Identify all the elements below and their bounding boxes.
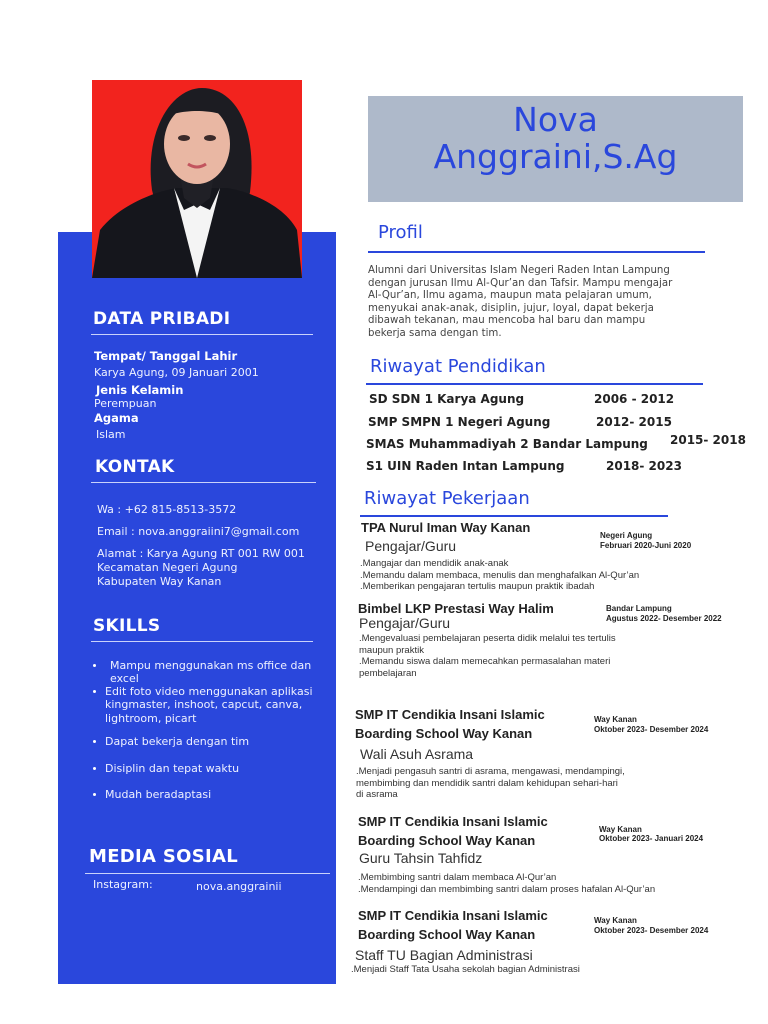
kontak-divider [91, 482, 316, 483]
skills-title: SKILLS [93, 616, 161, 636]
job-4-period: Oktober 2023- Januari 2024 [599, 834, 704, 843]
name-last: Anggraini,S.Ag [433, 137, 678, 176]
job-5-desc [351, 964, 580, 976]
job-2-place: Bimbel LKP Prestasi Way Halim [358, 601, 554, 616]
job-4-place-1: SMP IT Cendikia Insani Islamic [358, 814, 548, 829]
kontak-alamat-2: Kecamatan Negeri Agung [97, 561, 238, 574]
skill-item-2-cont2: lightroom, picart [105, 712, 197, 725]
profil-line: Alumni dari Universitas Islam Negeri Raden Intan Lampung [368, 265, 670, 276]
jk-label: Jenis Kelamin [96, 383, 184, 397]
job-1-place: TPA Nurul Iman Way Kanan [361, 520, 531, 535]
instagram-value: nova.anggrainii [196, 880, 282, 893]
sidebar [58, 232, 336, 984]
bullet-icon [93, 767, 96, 770]
kontak-title: KONTAK [95, 457, 175, 477]
kontak-wa: Wa : +62 815-8513-3572 [97, 503, 237, 516]
agama-label: Agama [94, 411, 139, 425]
job-desc-line: .Memandu dalam membaca, menulis dan menghafalkan Al-Qur’an [360, 569, 640, 581]
job-3-period: Oktober 2023- Desember 2024 [594, 725, 709, 734]
media-sosial-divider [85, 873, 330, 874]
bullet-icon [93, 690, 96, 693]
skill-item-2: Edit foto video menggunakan aplikasi [105, 685, 313, 698]
skill-item-4: Disiplin dan tepat waktu [105, 762, 240, 775]
job-desc-line: .Memandu siswa dalam memecahkan permasalahan materi [359, 656, 611, 667]
pendidikan-title: Riwayat Pendidikan [370, 356, 546, 377]
job-desc-line: .Membimbing santri dalam membaca Al-Qur’an [358, 872, 557, 883]
media-sosial-title: MEDIA SOSIAL [89, 846, 238, 867]
profil-divider [368, 251, 705, 253]
job-3-desc [356, 766, 625, 801]
profil-line: dengan jurusan Ilmu Al-Qur’an dan Tafsir. Mampu mengajar [368, 277, 673, 289]
edu-school-3: SMAS Muhammadiyah 2 Bandar Lampung [366, 437, 648, 451]
data-pribadi-title: DATA PRIBADI [93, 309, 231, 329]
job-3-role: Wali Asuh Asrama [360, 746, 474, 762]
edu-years-1: 2006 - 2012 [594, 392, 675, 406]
job-desc-line: .Mengevaluasi pembelajaran peserta didik melalui tes tertulis [359, 633, 616, 644]
job-desc-line: pembelajaran [359, 667, 417, 679]
job-2-role: Pengajar/Guru [359, 615, 451, 631]
pekerjaan-divider [360, 515, 668, 517]
ttl-value: Karya Agung, 09 Januari 2001 [94, 366, 259, 379]
profil-text [368, 265, 703, 341]
person-portrait [92, 80, 302, 278]
job-4-place-2: Boarding School Way Kanan [358, 833, 536, 848]
skill-item-5: Mudah beradaptasi [105, 788, 212, 801]
profil-line: dibawah tekanan, mau mencoba hal baru dan mampu [368, 315, 646, 327]
edu-years-3: 2015- 2018 [670, 433, 746, 447]
job-2-period: Agustus 2022- Desember 2022 [606, 614, 722, 623]
job-desc-line: .Mendampingi dan membimbing santri dalam proses hafalan Al-Qur’an [358, 883, 656, 895]
profil-line: menyukai anak-anak, disiplin, jujur, loyal, dapat bekerja [368, 302, 654, 314]
skill-item-1: Mampu menggunakan ms office dan [110, 659, 312, 672]
pendidikan-divider [366, 383, 703, 385]
kontak-alamat-1: Alamat : Karya Agung RT 001 RW 001 [97, 547, 305, 560]
edu-school-4: S1 UIN Raden Intan Lampung [366, 459, 565, 473]
job-3-location: Way Kanan [594, 715, 637, 724]
edu-years-2: 2012- 2015 [596, 415, 672, 429]
data-pribadi-divider [91, 334, 313, 335]
skill-item-1-cont: excel [110, 672, 139, 685]
job-5-location: Way Kanan [594, 916, 637, 925]
ttl-label: Tempat/ Tanggal Lahir [94, 349, 238, 363]
job-desc-line: .Memberikan pengajaran tertulis maupun praktik ibadah [360, 581, 595, 592]
job-4-desc [358, 872, 655, 895]
instagram-label: Instagram: [93, 878, 153, 891]
job-1-location: Negeri Agung [600, 531, 653, 540]
kontak-email: Email : nova.anggraiini7@gmail.com [97, 525, 300, 538]
job-desc-line: maupun praktik [359, 644, 424, 656]
kontak-alamat-3: Kabupaten Way Kanan [97, 575, 222, 588]
profil-title: Profil [378, 222, 423, 243]
job-4-location: Way Kanan [599, 825, 642, 834]
name-box [368, 96, 743, 202]
job-5-place-2: Boarding School Way Kanan [358, 927, 536, 942]
profil-line: bekerja sama dengan tim. [368, 327, 502, 339]
job-4-role: Guru Tahsin Tahfidz [359, 850, 483, 866]
job-5-role: Staff TU Bagian Administrasi [355, 947, 533, 963]
job-1-period: Februari 2020-Juni 2020 [600, 541, 692, 550]
job-5-place-1: SMP IT Cendikia Insani Islamic [358, 908, 548, 923]
jk-value: Perempuan [94, 397, 157, 410]
profile-photo [92, 80, 302, 278]
skills-divider [91, 641, 313, 642]
edu-school-2: SMP SMPN 1 Negeri Agung [368, 415, 551, 429]
job-desc-line: membimbing dan mendidik santri dalam kehidupan sehari-hari [356, 777, 618, 789]
job-1-desc [360, 558, 639, 593]
job-desc-line: .Menjadi Staff Tata Usaha sekolah bagian Administrasi [351, 964, 580, 975]
profil-line: Al-Qur’an, Ilmu agama, maupun mata pelajaran umum, [368, 290, 652, 302]
name-first: Nova [513, 100, 598, 139]
job-3-place-1: SMP IT Cendikia Insani Islamic [355, 707, 545, 722]
job-desc-line: di asrama [356, 789, 398, 800]
edu-years-4: 2018- 2023 [606, 459, 682, 473]
bullet-icon [93, 740, 96, 743]
skill-item-3: Dapat bekerja dengan tim [105, 735, 250, 748]
job-2-desc [359, 633, 616, 679]
skill-item-2-cont: kingmaster, inshoot, capcut, canva, [105, 698, 303, 711]
edu-school-1: SD SDN 1 Karya Agung [369, 392, 525, 406]
agama-value: Islam [96, 428, 126, 441]
job-2-location: Bandar Lampung [606, 604, 672, 613]
job-3-place-2: Boarding School Way Kanan [355, 726, 533, 741]
job-5-period: Oktober 2023- Desember 2024 [594, 926, 709, 935]
bullet-icon [93, 664, 96, 667]
job-1-role: Pengajar/Guru [365, 538, 457, 554]
job-desc-line: .Menjadi pengasuh santri di asrama, mengawasi, mendampingi, [356, 766, 625, 777]
pekerjaan-title: Riwayat Pekerjaan [364, 488, 530, 509]
bullet-icon [93, 793, 96, 796]
job-desc-line: .Mangajar dan mendidik anak-anak [360, 558, 509, 569]
